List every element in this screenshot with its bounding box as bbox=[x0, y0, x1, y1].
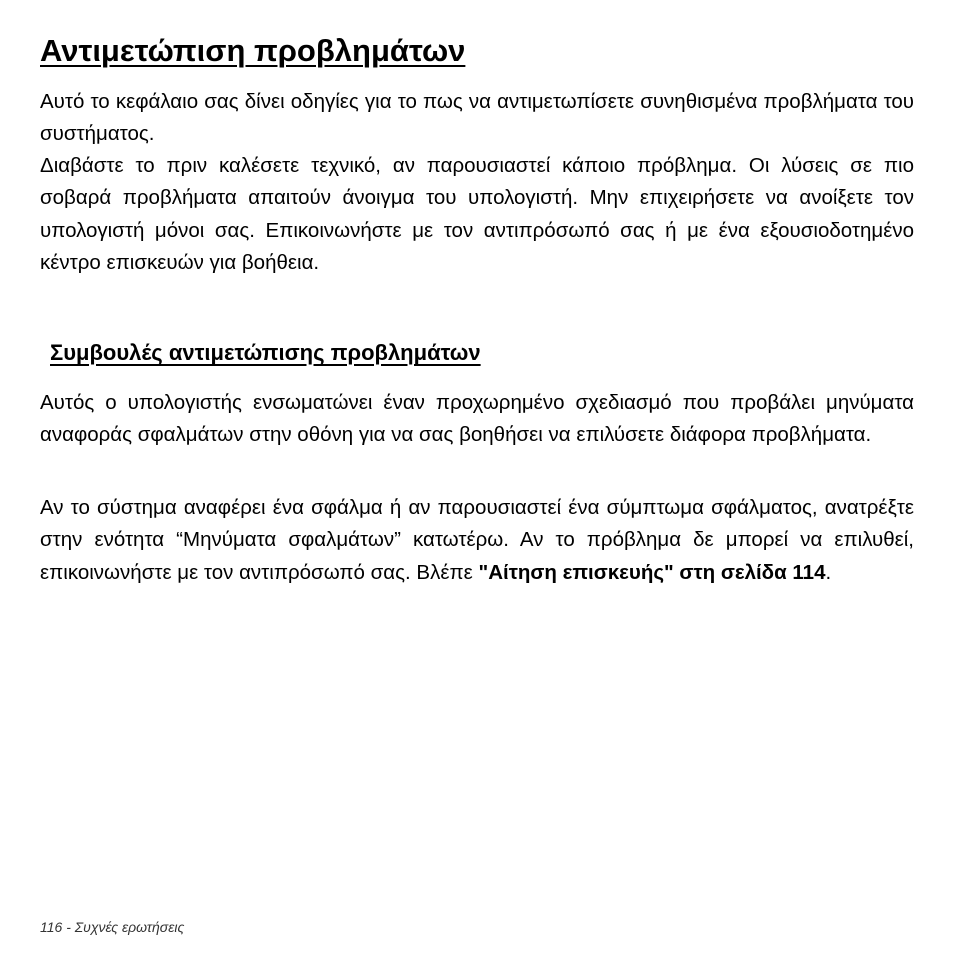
section-paragraph-1: Αυτός ο υπολογιστής ενσωματώνει έναν προχωρημένο σχεδιασμό που προβάλει μηνύματα αναφοράς σφαλμάτων στην οθόνη για να σας βοηθήσει να επιλύσετε διάφορα προβλήματα. bbox=[40, 391, 914, 447]
section-paragraph-2 bbox=[40, 492, 914, 589]
intro-paragraph-2: Διαβάστε το πριν καλέσετε τεχνικό, αν παρουσιαστεί κάποιο πρόβλημα. Οι λύσεις σε πιο σοβαρά προβλήματα απαιτούν άνοιγμα του υπολογιστή. Μην επιχειρήσετε να ανοίξετε τον υπολογιστή μόνοι σας. Επικοινωνήστε με τον αντιπρόσωπό σας ή με ένα εξουσιοδοτημένο κέντρο επισκευών για βοήθεια. bbox=[40, 154, 914, 275]
page-title: Αντιμετώπιση προβλημάτων bbox=[40, 33, 466, 68]
section-paragraph-2-end: . bbox=[825, 560, 832, 584]
intro-paragraph-1: Αυτό το κεφάλαιο σας δίνει οδηγίες για το πως να αντιμετωπίσετε συνηθισμένα προβλήματα του συστήματος. bbox=[40, 90, 914, 146]
page-footer: 116 - Συχνές ερωτήσεις bbox=[40, 919, 185, 935]
repair-request-link[interactable]: "Αίτηση επισκευής" στη σελίδα 114 bbox=[478, 560, 826, 584]
section-heading: Συμβουλές αντιμετώπισης προβλημάτων bbox=[50, 340, 481, 365]
section-paragraph-2-text: Αν το σύστημα αναφέρει ένα σφάλμα ή αν παρουσιαστεί ένα σύμπτωμα σφάλματος, ανατρέξτε στην ενότητα “Μηνύματα σφαλμάτων” κατωτέρω. Αν το πρόβλημα δε μπορεί να επιλυθεί, επικοινωνήστε με τον αντιπρόσωπό σας. Βλέπε bbox=[40, 496, 914, 584]
